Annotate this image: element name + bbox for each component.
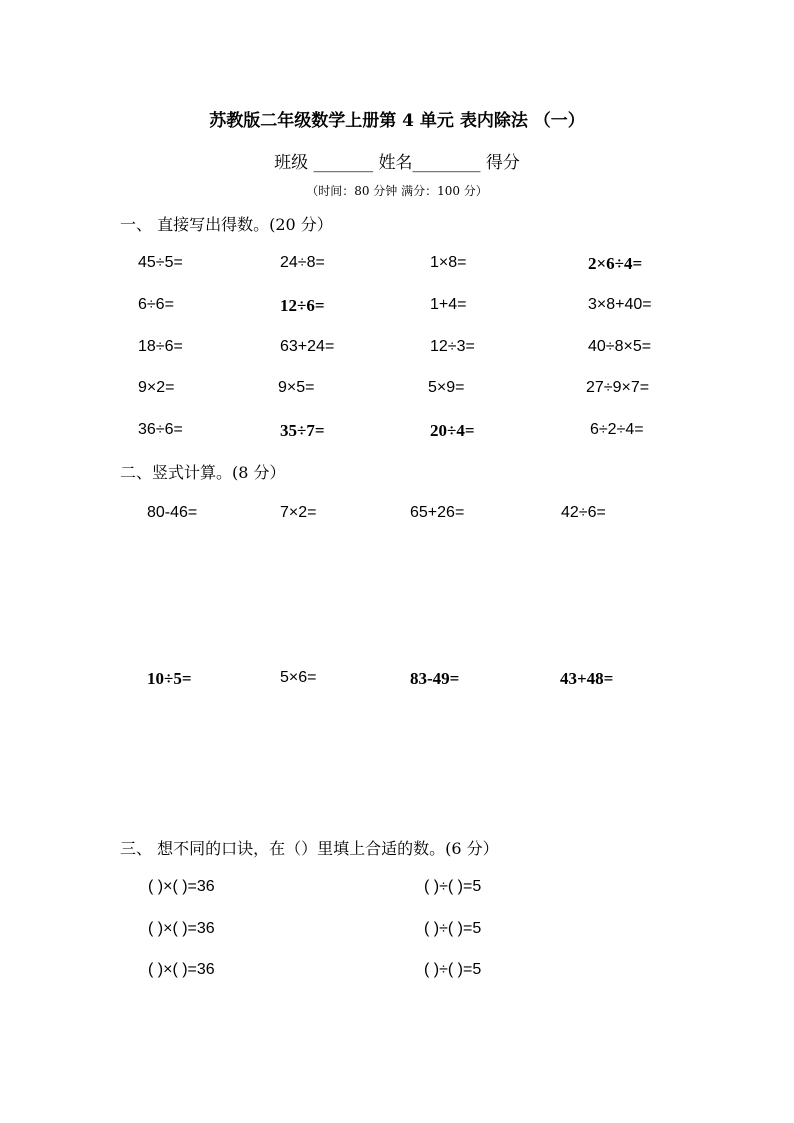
problem: 40÷8×5= [588,338,652,355]
problem: 5×6= [280,669,317,686]
problem: 43+48= [560,669,614,688]
section3-heading: 三、 想不同的口诀，在（）里填上合适的数。(6 分） [120,839,499,858]
fill-in-problem: ( )÷( )=5 [424,878,482,895]
problem: 35÷7= [280,421,325,440]
problem: 45÷5= [138,254,183,271]
problem: 6÷2÷4= [590,421,644,438]
exam-time-info: （时间：80 分钟 满分：100 分） [306,184,488,198]
problem: 7×2= [280,504,317,521]
worksheet-title: 苏教版二年级数学上册第 4 单元 表内除法 （一） [209,111,585,131]
fill-in-problem: ( )×( )=36 [148,961,215,978]
problem: 42÷6= [561,504,606,521]
fill-in-problem: ( )÷( )=5 [424,961,482,978]
problem: 20÷4= [430,421,475,440]
fill-in-problem: ( )÷( )=5 [424,920,482,937]
student-info-line: 班级 _______ 姓名________ 得分 [274,153,520,173]
problem: 9×5= [278,379,315,396]
problem: 6÷6= [138,296,174,313]
fill-in-problem: ( )×( )=36 [148,878,215,895]
fill-in-problem: ( )×( )=36 [148,920,215,937]
problem: 9×2= [138,379,175,396]
problem: 65+26= [410,504,465,521]
problem: 3×8+40= [588,296,652,313]
section1-heading: 一、 直接写出得数。(20 分） [120,215,333,234]
problem: 80-46= [147,504,198,521]
problem: 18÷6= [138,338,183,355]
problem: 12÷3= [430,338,475,355]
problem: 36÷6= [138,421,183,438]
problem: 5×9= [428,379,465,396]
problem: 24÷8= [280,254,325,271]
problem: 1+4= [430,296,467,313]
problem: 1×8= [430,254,467,271]
problem: 63+24= [280,338,335,355]
section2-heading: 二、竖式计算。(8 分） [120,463,286,482]
problem: 83-49= [410,669,460,688]
problem: 12÷6= [280,296,325,315]
problem: 27÷9×7= [586,379,650,396]
problem: 2×6÷4= [588,254,643,273]
problem: 10÷5= [147,669,192,688]
